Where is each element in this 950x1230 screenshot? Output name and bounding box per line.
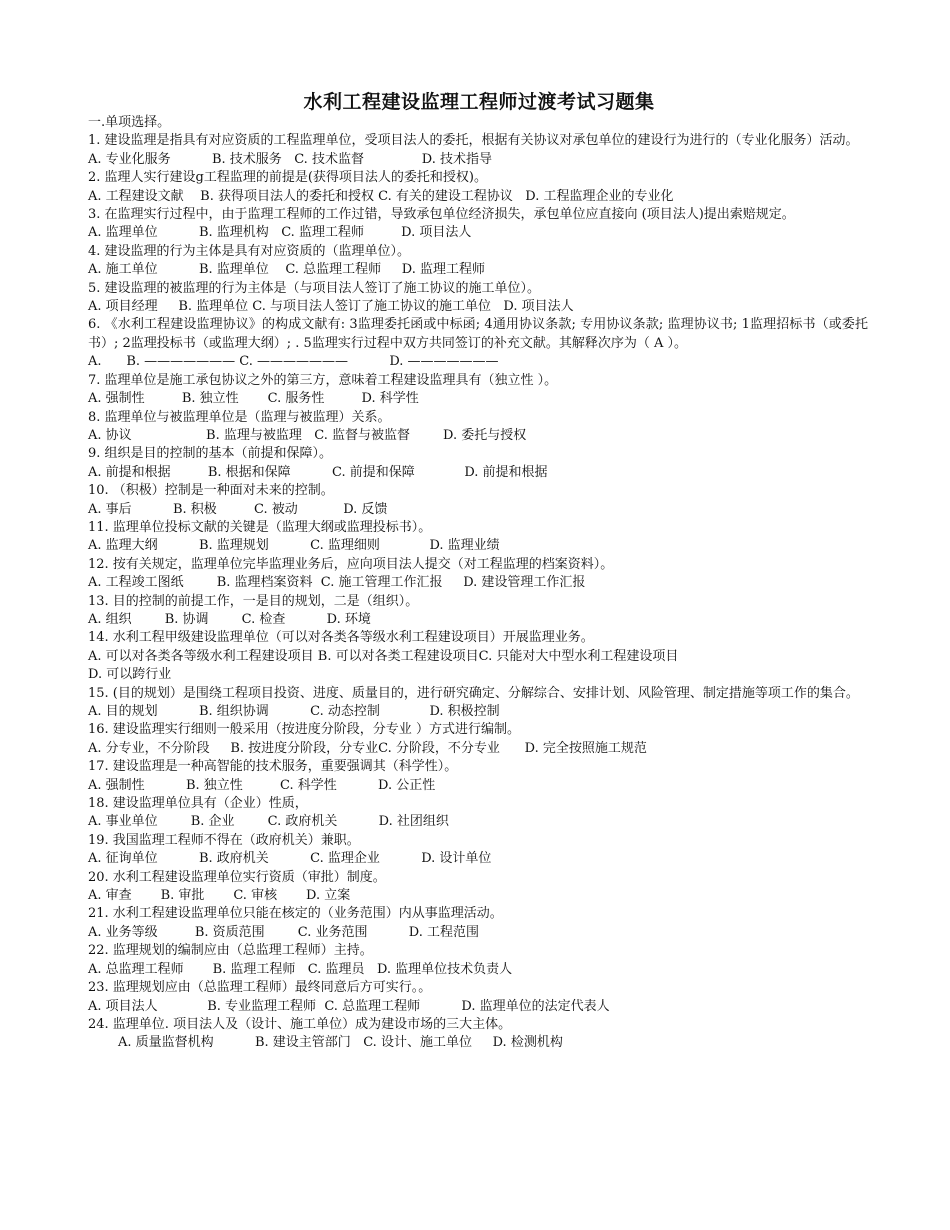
question-options: A. 审查 B. 审批 C. 审核 D. 立案 [88,888,351,904]
question-options: A. 组织 B. 协调 C. 检查 D. 环境 [88,611,371,627]
question-text: 20. 水利工程建设监理单位实行资质（审批）制度。 [88,869,386,885]
question-options: A. 目的规划 B. 组织协调 C. 动态控制 D. 积极控制 [88,704,500,719]
question-options: A. 监理单位 B. 监理机构 C. 监理工程师 D. 项目法人 [88,225,472,241]
question-options: A. 总监理工程师 B. 监理工程师 C. 监理员 D. 监理单位技术负责人 [88,961,513,977]
question-text: 3. 在监理实行过程中，由于监理工程师的工作过错，导致承包单位经济损失，承包单位应直接向 (项目法人)提出索赔规定。 [88,207,795,223]
question-text: 17. 建设监理是一种高智能的技术服务，重要强调其（科学性）。 [88,759,458,775]
question-options: A. 工程竣工图纸 B. 监理档案资料 C. 施工管理工作汇报 D. 建设管理工作汇报 [88,575,586,591]
question-text: 16. 建设监理实行细则一般采用（按进度分阶段，分专业 ）方式进行编制。 [88,722,520,738]
question-options: A. 项目经理 B. 监理单位 C. 与项目法人签订了施工协议的施工单位 D. 项目法人 [88,299,574,315]
question-text: 5. 建设监理的被监理的行为主体是（与项目法人签订了施工协议的施工单位）。 [88,280,541,296]
question-options: A. 监理大纲 B. 监理规划 C. 监理细则 D. 监理业绩 [88,538,500,554]
question-text: 11. 监理单位投标文献的关键是（监理大纲或监理投标书）。 [88,519,432,535]
question-options: A. 事业单位 B. 企业 C. 政府机关 D. 社团组织 [88,814,449,830]
question-text: 9. 组织是目的控制的基本（前提和保障）。 [88,446,333,462]
question-text: 15. (目的规划）是围绕工程项目投资、进度、质量目的，进行研究确定、分解综合、安排计划、风险管理、制定措施等项工作的集合。 [88,685,859,701]
question-text: 1. 建设监理是指具有对应资质的工程监理单位，受项目法人的委托，根据有关协议对承包单位的建设行为进行的（专业化服务）活动。 [88,133,859,149]
question-options: A. 强制性 B. 独立性 C. 服务性 D. 科学性 [88,391,419,407]
question-options: A. 工程建设文献 B. 获得项目法人的委托和授权 C. 有关的建设工程协议 D. 工程监理企业的专业化 [88,188,674,204]
question-text: 12. 按有关规定，监理单位完毕监理业务后，应向项目法人提交（对工程监理的档案资料）。 [88,556,614,572]
question-options: A. 协议 B. 监理与被监理 C. 监督与被监督 D. 委托与授权 [88,427,527,443]
question-text: 23. 监理规划应由（总监理工程师）最终同意后方可实行。。 [88,980,432,996]
question-options: A. 强制性 B. 独立性 C. 科学性 D. 公正性 [88,777,436,793]
question-options: A. 事后 B. 积极 C. 被动 D. 反馈 [88,501,388,517]
document-title: 水利工程建设监理工程师过渡考试习题集 [303,91,655,113]
question-text: 21. 水利工程建设监理单位只能在核定的（业务范围）内从事监理活动。 [88,906,503,922]
question-options-continued: D. 可以跨行业 [88,667,172,683]
document-page [88,90,868,1053]
question-options: A. B. ——————— C. ——————— D. ——————— [88,354,499,370]
question-options: A. 业务等级 B. 资质范围 C. 业务范围 D. 工程范围 [88,924,480,940]
question-text: 18. 建设监理单位具有（企业）性质， [88,796,308,812]
question-options: A. 质量监督机构 B. 建设主管部门 C. 设计、施工单位 D. 检测机构 [118,1035,563,1051]
question-options: A. 可以对各类各等级水利工程建设项目 B. 可以对各类工程建设项目C. 只能对大中型水利工程建设项目 [88,648,679,664]
question-text: 4. 建设监理的行为主体是具有对应资质的（监理单位）。 [88,243,411,259]
question-options: A. 项目法人 B. 专业监理工程师 C. 总监理工程师 D. 监理单位的法定代表人 [88,998,610,1014]
question-text: 24. 监理单位. 项目法人及（设计、施工单位）成为建设市场的三大主体。 [88,1016,512,1032]
question-options: A. 专业化服务 B. 技术服务 C. 技术监督 D. 技术指导 [88,151,493,167]
question-options: A. 分专业，不分阶段 B. 按进度分阶段，分专业C. 分阶段，不分专业 D. 完全按照施工规范 [88,740,647,756]
question-text: 2. 监理人实行建设g工程监理的前提是(获得项目法人的委托和授权)。 [88,170,488,186]
question-text: 10. （积极）控制是一种面对未来的控制。 [88,483,334,499]
question-text: 8. 监理单位与被监理单位是（监理与被监理）关系。 [88,409,391,425]
question-options: A. 征询单位 B. 政府机关 C. 监理企业 D. 设计单位 [88,851,492,867]
question-text: 13. 目的控制的前提工作，一是目的规划，二是（组织）。 [88,593,419,609]
question-options: A. 施工单位 B. 监理单位 C. 总监理工程师 D. 监理工程师 [88,262,485,278]
question-options: A. 前提和根据 B. 根据和保障 C. 前提和保障 D. 前提和根据 [88,464,548,480]
question-text: 19. 我国监理工程师不得在（政府机关）兼职。 [88,832,360,848]
question-text: 7. 监理单位是施工承包协议之外的第三方，意味着工程建设监理具有（独立性 ）。 [88,372,558,388]
question-text: 14. 水利工程甲级建设监理单位（可以对各类各等级水利工程建设项目）开展监理业务。 [88,630,594,646]
question-text: 6. 《水利工程建设监理协议》的构成文献有: 3监理委托函或中标函; 4通用协议条款; 专用协议条款; 监理协议书; 1监理招标书（或委托书）; 2监理投标书（或监理大纲）; . 5监理实行过程中双方共同签订的补充文献。其解释次序为（ A ）。 [88,317,868,351]
section-heading: 一.单项选择。 [88,115,171,130]
question-text: 22. 监理规划的编制应由（总监理工程师）主持。 [88,943,373,959]
